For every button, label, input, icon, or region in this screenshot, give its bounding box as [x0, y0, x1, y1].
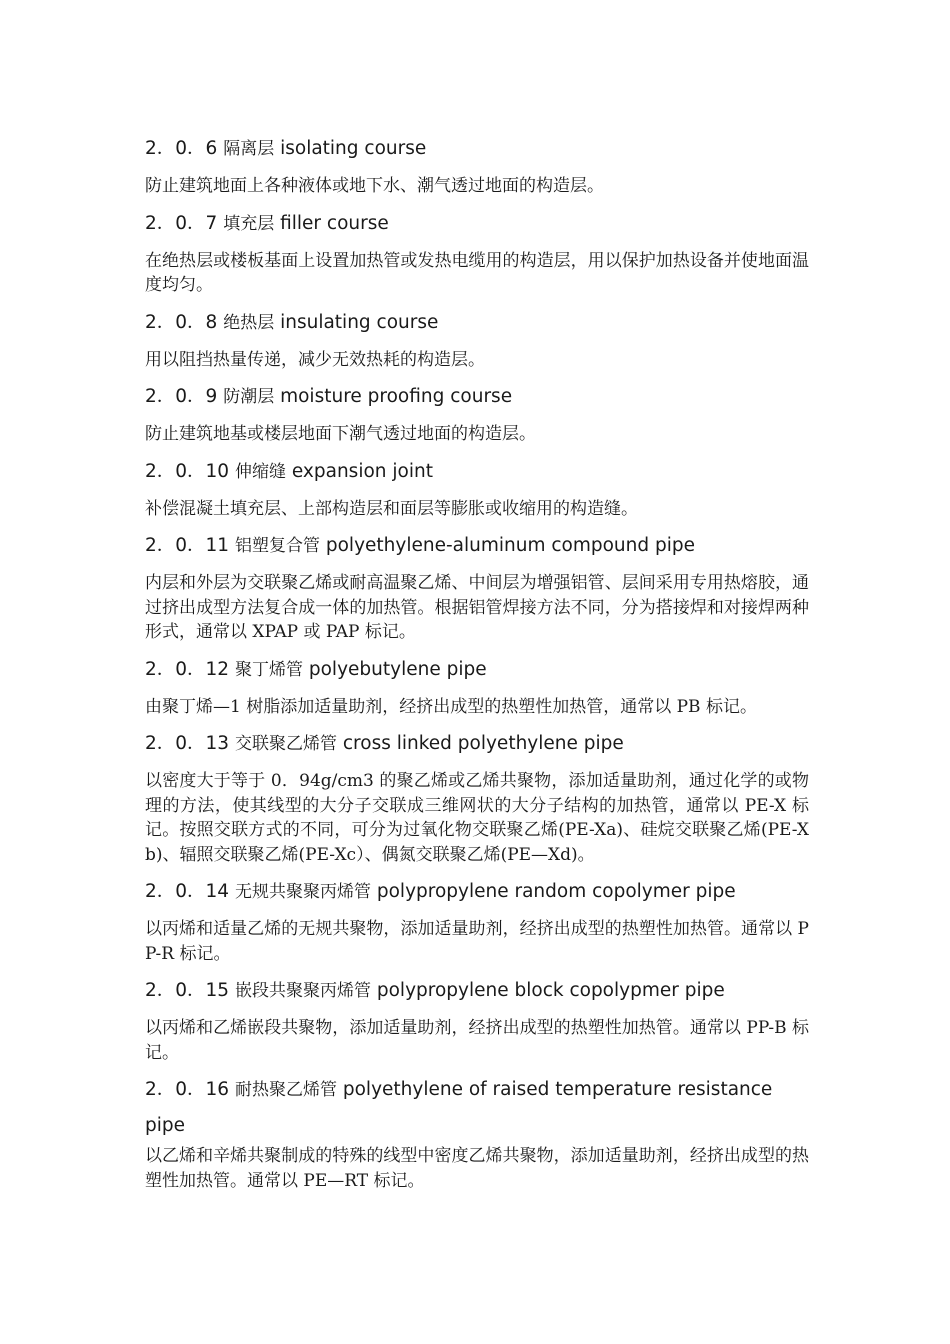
term-entry-2-0-14	[145, 880, 809, 966]
term-chinese: 耐热聚乙烯管	[234, 1080, 337, 1100]
term-english: expansion joint	[291, 460, 433, 482]
clause-number: 2．0．8	[145, 311, 218, 333]
term-english: polyebutylene pipe	[308, 658, 487, 680]
clause-number: 2．0．16	[145, 1079, 230, 1100]
term-entry-2-0-16	[145, 1072, 809, 1193]
term-heading	[145, 880, 809, 904]
term-definition: 补偿混凝土填充层、上部构造层和面层等膨胀或收缩用的构造缝。	[145, 498, 638, 519]
term-definition: 以丙烯和适量乙烯的无规共聚物，添加适量助剂，经挤出成型的热塑性加热管。通常以 PP-R 标记。	[145, 919, 809, 964]
clause-number: 2．0．13	[145, 733, 230, 754]
clause-number: 2．0．15	[145, 980, 230, 1001]
term-entry-2-0-11	[145, 534, 809, 645]
term-entry-2-0-15	[145, 979, 809, 1065]
term-heading	[145, 658, 809, 682]
term-heading	[145, 460, 809, 484]
clause-number: 2．0．10	[145, 460, 230, 482]
term-chinese: 隔离层	[223, 139, 275, 159]
document-page	[145, 137, 809, 1206]
term-chinese: 无规共聚聚丙烯管	[234, 882, 371, 902]
term-definition: 内层和外层为交联聚乙烯或耐高温聚乙烯、中间层为增强铝管、层间采用专用热熔胶，通过挤出成型方法复合成一体的加热管。根据铝管焊接方法不同，分为搭接焊和对接焊两种形式，通常以 XPAP 或 PAP 标记。	[145, 573, 809, 642]
clause-number: 2．0．6	[145, 138, 218, 159]
term-heading	[145, 979, 809, 1003]
term-english: isolating course	[280, 138, 427, 159]
term-english: polypropylene random copolymer pipe	[376, 881, 736, 902]
term-chinese: 聚丁烯管	[234, 659, 303, 680]
clause-number: 2．0．11	[145, 535, 230, 556]
term-definition: 由聚丁烯—1 树脂添加适量助剂，经挤出成型的热塑性加热管，通常以 PB 标记。	[145, 696, 757, 717]
term-english: insulating course	[280, 311, 439, 333]
term-heading	[145, 732, 809, 756]
term-chinese: 填充层	[223, 213, 275, 234]
term-chinese: 绝热层	[223, 312, 275, 333]
term-definition: 以密度大于等于 0．94g/cm3 的聚乙烯或乙烯共聚物，添加适量助剂，通过化学的或物理的方法，使其线型的大分子交联成三维网状的大分子结构的加热管，通常以 PE-X 标记。按照交联方式的不同，可分为过氧化物交联聚乙烯(PE-Xa)、硅烷交联聚乙烯(PE-Xb)、辐照交联聚乙烯(PE-Xc）、偶氮交联聚乙烯(PE—Xd)。	[145, 771, 809, 865]
term-chinese: 防潮层	[223, 387, 275, 407]
term-entry-2-0-13	[145, 732, 809, 867]
term-heading	[145, 212, 809, 236]
term-entry-2-0-10	[145, 460, 809, 522]
term-entry-2-0-8	[145, 311, 809, 373]
term-heading	[145, 1072, 809, 1144]
term-entry-2-0-9	[145, 385, 809, 447]
term-definition: 在绝热层或楼板基面上设置加热管或发热电缆用的构造层，用以保护加热设备并使地面温度均匀。	[145, 250, 809, 295]
clause-number: 2．0．14	[145, 881, 230, 902]
term-heading	[145, 385, 809, 409]
term-definition: 以丙烯和乙烯嵌段共聚物，添加适量助剂，经挤出成型的热塑性加热管。通常以 PP-B 标记。	[145, 1018, 809, 1063]
clause-number: 2．0．9	[145, 386, 218, 407]
clause-number: 2．0．7	[145, 212, 218, 234]
term-entry-2-0-7	[145, 212, 809, 298]
term-chinese: 铝塑复合管	[234, 536, 320, 556]
term-english: polypropylene block copolypmer pipe	[376, 980, 725, 1001]
term-definition: 防止建筑地面上各种液体或地下水、潮气透过地面的构造层。	[145, 176, 604, 196]
term-heading	[145, 311, 809, 335]
term-heading	[145, 534, 809, 558]
term-chinese: 交联聚乙烯管	[234, 734, 337, 754]
term-english: polyethylene-aluminum compound pipe	[325, 535, 696, 556]
term-english: polyethylene of raised temperature resistance pipe	[145, 1079, 773, 1136]
term-definition: 用以阻挡热量传递，减少无效热耗的构造层。	[145, 349, 485, 370]
term-entry-2-0-12	[145, 658, 809, 720]
term-chinese: 嵌段共聚聚丙烯管	[234, 981, 371, 1001]
term-definition: 以乙烯和辛烯共聚制成的特殊的线型中密度乙烯共聚物，添加适量助剂，经挤出成型的热塑性加热管。通常以 PE—RT 标记。	[145, 1146, 809, 1191]
term-english: cross linked polyethylene pipe	[342, 733, 624, 754]
term-definition: 防止建筑地基或楼层地面下潮气透过地面的构造层。	[145, 424, 536, 444]
clause-number: 2．0．12	[145, 658, 230, 680]
term-english: moisture proofing course	[280, 386, 513, 407]
term-entry-2-0-6	[145, 137, 809, 199]
term-english: filler course	[280, 212, 389, 234]
term-heading	[145, 137, 809, 161]
term-chinese: 伸缩缝	[234, 461, 286, 482]
